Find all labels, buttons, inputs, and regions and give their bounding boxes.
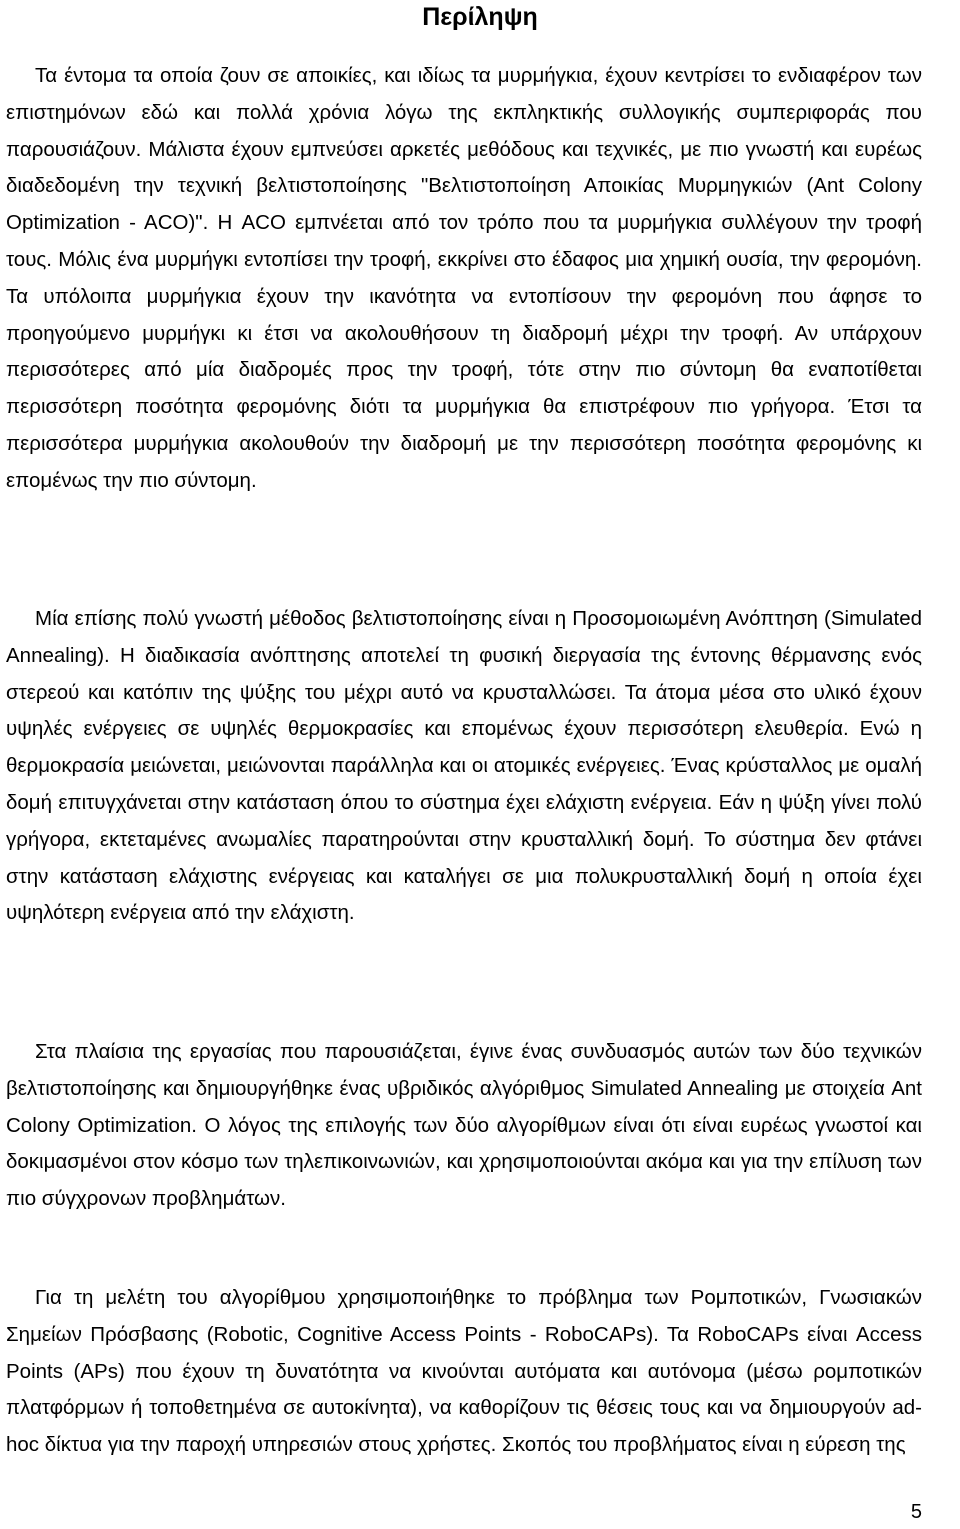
- page-title: Περίληψη: [422, 3, 538, 31]
- paragraph-ant-colony: Τα έντομα τα οποία ζουν σε αποικίες, και ιδίως τα μυρμήγκια, έχουν κεντρίσει το ενδιαφέρον των επιστημόνων εδώ και πολλά χρόνια λόγω της εκπληκτικής συλλογικής συμπεριφοράς που παρουσιάζουν. Μάλιστα έχουν εμπνεύσει αρκετές μεθόδους και τεχνικές, με πιο γνωστή και ευρέως διαδεδομένη την τεχνική βελτιστοποίησης "Βελτιστοποίηση Αποικίας Μυρμηγκιών (Ant Colony Optimization - ACO)". Η ACO εμπνέεται από τον τρόπο που τα μυρμήγκια συλλέγουν την τροφή τους. Μόλις ένα μυρμήγκι εντοπίσει την τροφή, εκκρίνει στο έδαφος μια χημική ουσία, την φερομόνη. Τα υπόλοιπα μυρμήγκια έχουν την ικανότητα να εντοπίσουν την φερομόνη που άφησε το προηγούμενο μυρμήγκι κι έτσι να ακολουθήσουν τη διαδρομή μέχρι την τροφή. Αν υπάρχουν περισσότερες από μία διαδρομές προς την τροφή, τότε στην πιο σύντομη θα εναποτίθεται περισσότερη ποσότητα φερομόνης διότι τα μυρμήγκια θα επιστρέφουν πιο γρήγορα. Έτσι τα περισσότερα μυρμήγκια ακολουθούν την διαδρομή με την περισσότερη ποσότητα φερομόνης κι επομένως την πιο σύντομη.: [6, 64, 922, 492]
- paragraph-simulated-annealing: Μία επίσης πολύ γνωστή μέθοδος βελτιστοποίησης είναι η Προσομοιωμένη Ανόπτηση (Simulated Annealing). Η διαδικασία ανόπτησης αποτελεί τη φυσική διεργασία της έντονης θέρμανσης ενός στερεού και κατόπιν της ψύξης του μέχρι αυτό να κρυσταλλώσει. Τα άτομα μέσα στο υλικό έχουν υψηλές ενέργειες σε υψηλές θερμοκρασίες και επομένως έχουν περισσότερη ελευθερία. Ενώ η θερμοκρασία μειώνεται, μειώνονται παράλληλα και οι ατομικές ενέργειες. Ένας κρύσταλλος με ομαλή δομή επιτυγχάνεται στην κατάσταση όπου το σύστημα έχει ελάχιστη ενέργεια. Εάν η ψύξη γίνει πολύ γρήγορα, εκτεταμένες ανωμαλίες παρατηρούνται στην κρυσταλλική δομή. Το σύστημα δεν φτάνει στην κατάσταση ελάχιστης ενέργειας και καταλήγει σε μια πολυκρυσταλλική δομή η οποία έχει υψηλότερη ενέργεια από την ελάχιστη.: [6, 607, 922, 925]
- page-number: 5: [910, 1501, 922, 1523]
- paragraph-robocaps: Για τη μελέτη του αλγορίθμου χρησιμοποιήθηκε το πρόβλημα των Ρομποτικών, Γνωσιακών Σημείων Πρόσβασης (Robotic, Cognitive Access Points - RoboCAPs). Τα RoboCAPs είναι Access Points (APs) που έχουν τη δυνατότητα να κινούνται αυτόματα και αυτόνομα (μέσω ρομποτικών πλατφόρμων ή τοποθετημένα σε αυτοκίνητα), να καθορίζουν τις θέσεις τους και να δημιουργούν ad-hoc δίκτυα για την παροχή υπηρεσιών στους χρήστες. Σκοπός του προβλήματος είναι η εύρεση της: [6, 1286, 922, 1457]
- paragraph-hybrid-algorithm: Στα πλαίσια της εργασίας που παρουσιάζεται, έγινε ένας συνδυασμός αυτών των δύο τεχνικών βελτιστοποίησης και δημιουργήθηκε ένας υβριδικός αλγόριθμος Simulated Annealing με στοιχεία Ant Colony Optimization. Ο λόγος της επιλογής των δύο αλγορίθμων είναι ότι είναι ευρέως γνωστοί και δοκιμασμένοι στον κόσμο των τηλεπικοινωνιών, και χρησιμοποιούνται ακόμα και για την επίλυση των πιο σύγχρονων προβλημάτων.: [6, 1040, 922, 1211]
